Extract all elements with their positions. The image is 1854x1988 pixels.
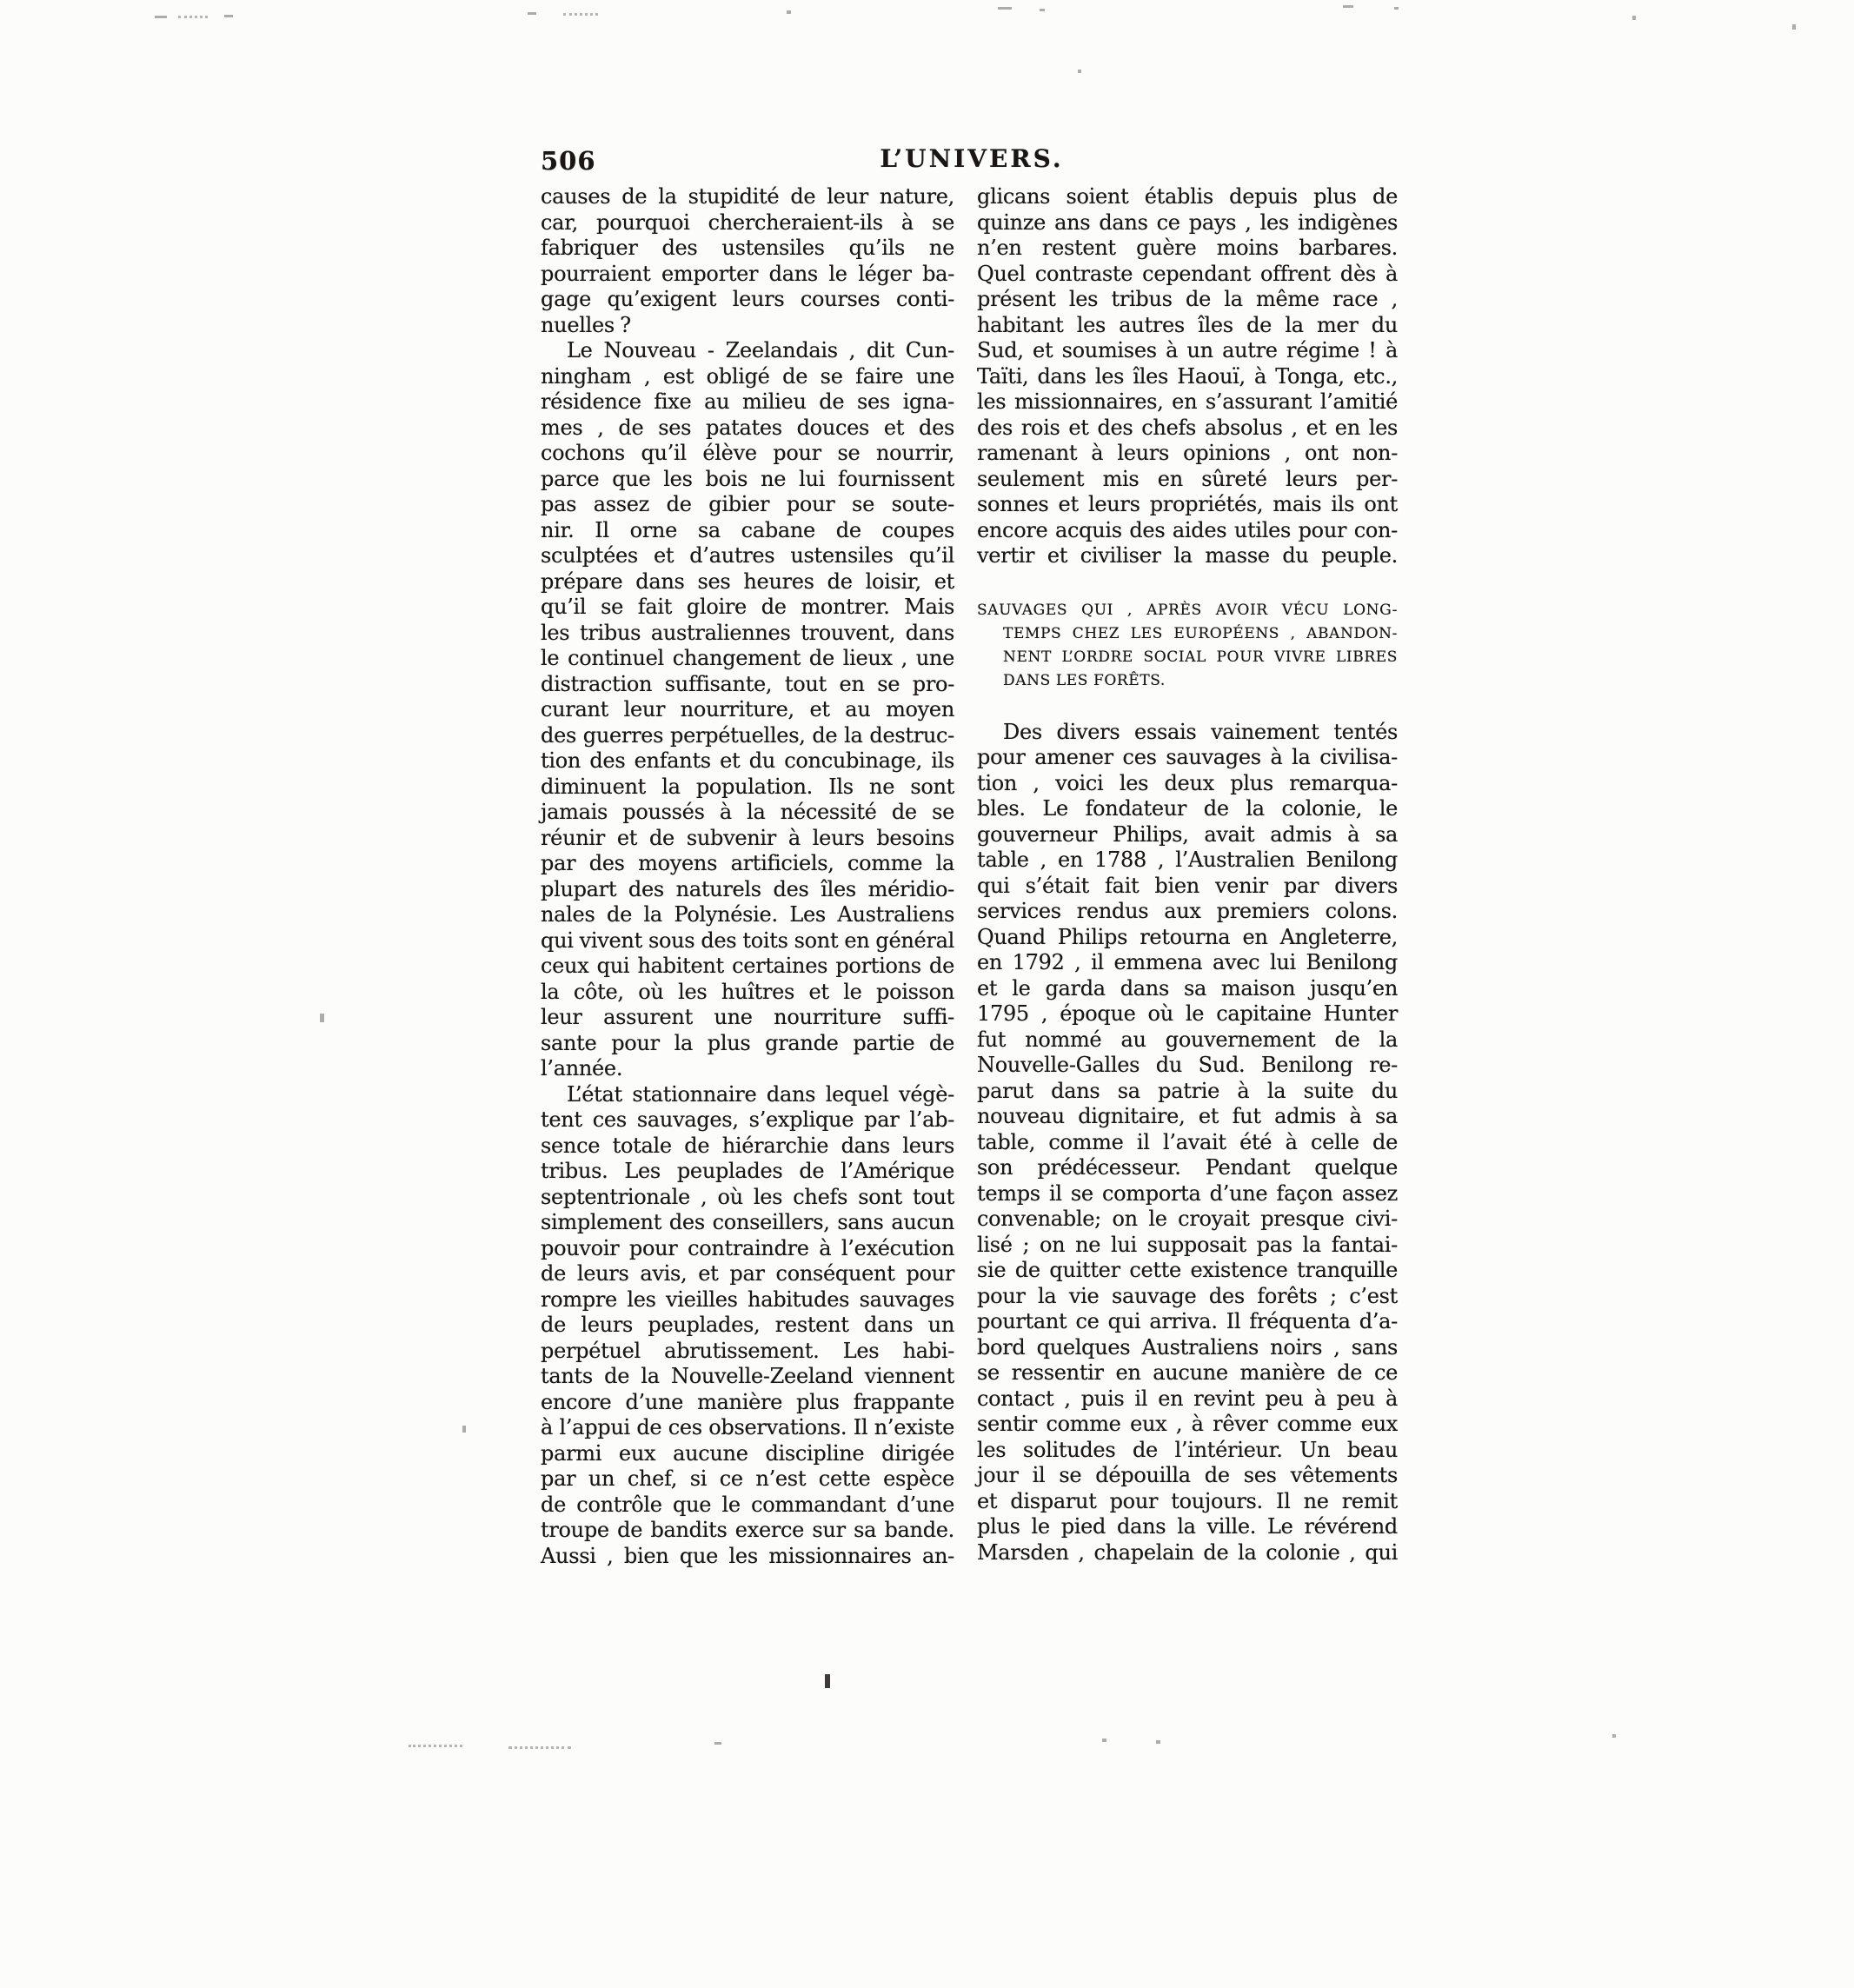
text-line: rompre les vieilles habitudes sauvages xyxy=(541,1287,954,1312)
scan-speck xyxy=(508,1745,571,1749)
text-line: les solitudes de l’intérieur. Un beau xyxy=(977,1437,1398,1462)
scan-speck xyxy=(1394,7,1399,10)
text-line: l’année. xyxy=(541,1056,623,1080)
paragraph xyxy=(977,184,1398,569)
scan-speck xyxy=(563,12,598,16)
text-line: habitant les autres îles de la mer du xyxy=(977,312,1398,337)
text-line: seulement mis en sûreté leurs per- xyxy=(977,466,1398,491)
section-heading xyxy=(977,599,1398,693)
text-line: nir. Il orne sa cabane de coupes xyxy=(541,517,954,542)
text-line: Le Nouveau - Zeelandais , dit Cun- xyxy=(567,338,954,362)
text-line: en 1792 , il emmena avec lui Benilong xyxy=(977,950,1398,974)
text-line: tion des enfants et du concubinage, ils xyxy=(541,748,954,773)
scan-speck xyxy=(224,15,233,17)
text-line: gouverneur Philips, avait admis à sa xyxy=(977,821,1398,847)
text-line: sante pour la plus grande partie de xyxy=(541,1030,954,1055)
text-line: nuelles ? xyxy=(541,312,631,337)
text-line: NENT L’ORDRE SOCIAL POUR VIVRE LIBRES xyxy=(1003,648,1398,666)
text-line: perpétuel abrutissement. Les habi- xyxy=(541,1338,954,1363)
text-line: Des divers essais vainement tentés xyxy=(1003,719,1398,744)
scan-speck xyxy=(714,1742,721,1745)
text-line: présent les tribus de la même race , xyxy=(977,287,1398,311)
text-line: septentrionale , où les chefs sont tout xyxy=(541,1184,954,1209)
text-line: son prédécesseur. Pendant quelque xyxy=(977,1155,1398,1180)
scan-speck xyxy=(1612,1734,1616,1738)
text-line: leur assurent une nourriture suffi- xyxy=(541,1005,954,1029)
text-line: sentir comme eux , à rêver comme eux xyxy=(977,1412,1398,1436)
text-line: table, comme il l’avait été à celle de xyxy=(977,1129,1398,1154)
scan-speck xyxy=(998,7,1012,10)
text-line: Quand Philips retourna en Angleterre, xyxy=(977,924,1398,949)
text-line: Marsden , chapelain de la colonie , qui xyxy=(977,1539,1398,1565)
text-line: bord quelques Australiens noirs , sans xyxy=(977,1334,1398,1360)
text-line: plupart des naturels des îles méridio- xyxy=(541,876,954,901)
text-line: jour il se dépouilla de ses vêtements xyxy=(977,1463,1398,1487)
text-line: la côte, où les huîtres et le poisson xyxy=(541,979,954,1004)
text-line: se ressentir en aucune manière de ce xyxy=(977,1360,1398,1385)
text-line: encore d’une manière plus frappante xyxy=(541,1389,954,1414)
scan-speck xyxy=(1102,1739,1106,1742)
text-line: résidence fixe au milieu de ses igna- xyxy=(541,389,954,414)
text-line: et disparut pour toujours. Il ne remit xyxy=(977,1488,1398,1513)
scan-speck xyxy=(1078,70,1081,73)
text-line: lisé ; on ne lui supposait pas la fantai- xyxy=(977,1232,1398,1257)
text-line: simplement des conseillers, sans aucun xyxy=(541,1210,954,1234)
text-line: jamais poussés à la nécessité de se xyxy=(541,800,954,824)
text-line: Nouvelle-Galles du Sud. Benilong re- xyxy=(977,1053,1398,1077)
text-line: pour la vie sauvage des forêts ; c’est xyxy=(977,1283,1398,1308)
text-line: car, pourquoi chercheraient-ils à se xyxy=(541,209,954,235)
text-line: qu’il se fait gloire de montrer. Mais xyxy=(541,595,954,619)
text-line: distraction suffisante, tout en se pro- xyxy=(541,671,954,696)
text-line: tent ces sauvages, s’explique par l’ab- xyxy=(541,1107,954,1132)
text-line: sonnes et leurs propriétés, mais ils ont xyxy=(977,492,1398,516)
scan-speck xyxy=(787,10,791,14)
text-line: ramenant à leurs opinions , ont non- xyxy=(977,441,1398,465)
text-line: pouvoir pour contraindre à l’exécution xyxy=(541,1235,954,1260)
text-line: contact , puis il en revint peu à peu à xyxy=(977,1386,1398,1411)
scan-speck xyxy=(462,1426,466,1433)
text-line: par des moyens artificiels, comme la xyxy=(541,851,954,875)
page-number: 506 xyxy=(541,146,596,176)
right-column xyxy=(977,184,1398,1566)
text-line: des rois et des chefs absolus , et en les xyxy=(977,415,1398,440)
text-line: DANS LES FORÊTS. xyxy=(1003,671,1166,689)
text-line: et le garda dans sa maison jusqu’en xyxy=(977,975,1398,1001)
text-line: de leurs avis, et par conséquent pour xyxy=(541,1261,954,1286)
text-line: par un chef, si ce n’est cette espèce xyxy=(541,1466,954,1491)
scan-speck xyxy=(409,1744,462,1747)
scan-speck xyxy=(155,16,167,18)
text-line: Aussi , bien que les missionnaires an- xyxy=(541,1543,954,1568)
text-line: qui vivent sous des toits sont en général xyxy=(541,928,954,953)
text-line: tion , voici les deux plus remarqua- xyxy=(977,770,1398,795)
text-line: cochons qu’il élève pour se nourrir, xyxy=(541,441,954,465)
text-line: services rendus aux premiers colons. xyxy=(977,899,1398,923)
text-line: parut dans sa patrie à la suite du xyxy=(977,1078,1398,1103)
text-line: SAUVAGES QUI , APRÈS AVOIR VÉCU LONG- xyxy=(977,601,1398,619)
scan-speck xyxy=(1343,5,1353,8)
text-line: prépare dans ses heures de loisir, et xyxy=(541,568,954,594)
left-column xyxy=(541,184,954,1569)
text-line: troupe de bandits exerce sur sa bande. xyxy=(541,1518,954,1542)
scan-speck xyxy=(1040,9,1045,11)
text-line: fabriquer des ustensiles qu’ils ne xyxy=(541,236,954,260)
text-line: sculptées et d’autres ustensiles qu’il xyxy=(541,543,954,568)
text-line: nouveau dignitaire, et fut admis à sa xyxy=(977,1104,1398,1128)
text-line: plus le pied dans la ville. Le révérend xyxy=(977,1514,1398,1539)
text-line: glicans soient établis depuis plus de xyxy=(977,184,1398,209)
text-line: fut nommé au gouvernement de la xyxy=(977,1027,1398,1052)
text-line: causes de la stupidité de leur nature, xyxy=(541,184,954,209)
paragraph xyxy=(541,184,954,338)
text-line: qui s’était fait bien venir par divers xyxy=(977,873,1398,898)
text-line: mes , de ses patates douces et des xyxy=(541,415,954,440)
paragraph xyxy=(541,1082,954,1570)
text-line: Sud, et soumises à un autre régime ! à xyxy=(977,338,1398,362)
text-line: les missionnaires, en s’assurant l’amitié xyxy=(977,389,1398,414)
text-line: 1795 , époque où le capitaine Hunter xyxy=(977,1001,1398,1026)
scan-speck xyxy=(1792,24,1796,30)
text-line: réunir et de subvenir à leurs besoins xyxy=(541,825,954,850)
text-line: Taïti, dans les îles Haouï, à Tonga, etc., xyxy=(977,363,1398,389)
text-line: TEMPS CHEZ LES EUROPÉENS , ABANDON- xyxy=(1003,624,1398,642)
text-line: parce que les bois ne lui fournissent xyxy=(541,466,954,491)
text-line: sie de quitter cette existence tranquille xyxy=(977,1258,1398,1282)
text-line: pour amener ces sauvages à la civilisa- xyxy=(977,745,1398,769)
scan-speck xyxy=(1156,1740,1160,1744)
text-line: les tribus australiennes trouvent, dans xyxy=(541,620,954,645)
text-line: tribus. Les peuplades de l’Amérique xyxy=(541,1159,954,1183)
paragraph xyxy=(977,720,1398,1566)
scan-speck xyxy=(320,1014,324,1022)
text-line: curant leur nourriture, et au moyen xyxy=(541,697,954,721)
scan-speck xyxy=(178,15,208,18)
text-line: ningham , est obligé de se faire une xyxy=(541,363,954,389)
text-line: convenable; on le croyait presque civi- xyxy=(977,1207,1398,1231)
text-line: diminuent la population. Ils ne sont xyxy=(541,774,954,799)
running-title: L’UNIVERS. xyxy=(880,144,1064,173)
paragraph xyxy=(541,338,954,1082)
text-line: le continuel changement de lieux , une xyxy=(541,646,954,670)
scan-speck xyxy=(1632,16,1636,20)
text-line: à l’appui de ces observations. Il n’existe xyxy=(541,1415,954,1439)
text-line: tants de la Nouvelle-Zeeland viennent xyxy=(541,1364,954,1388)
text-line: quinze ans dans ce pays , les indigènes xyxy=(977,209,1398,235)
text-line: de contrôle que le commandant d’une xyxy=(541,1492,954,1517)
scan-speck xyxy=(528,12,536,15)
text-line: gage qu’exigent leurs courses conti- xyxy=(541,287,954,311)
text-line: temps il se comporta d’une façon assez xyxy=(977,1180,1398,1206)
text-line: parmi eux aucune discipline dirigée xyxy=(541,1440,954,1466)
text-line: encore acquis des aides utiles pour con- xyxy=(977,517,1398,542)
scan-speck xyxy=(825,1674,830,1688)
text-line: nales de la Polynésie. Les Australiens xyxy=(541,902,954,927)
text-line: pourtant ce qui arriva. Il fréquenta d’a- xyxy=(977,1309,1398,1333)
text-line: L’état stationnaire dans lequel végè- xyxy=(567,1081,954,1107)
text-line: vertir et civiliser la masse du peuple. xyxy=(977,543,1398,568)
text-line: n’en restent guère moins barbares. xyxy=(977,236,1398,260)
text-line: table , en 1788 , l’Australien Benilong xyxy=(977,848,1398,872)
text-line: ceux qui habitent certaines portions de xyxy=(541,954,954,978)
text-line: pourraient emporter dans le léger ba- xyxy=(541,261,954,286)
text-line: pas assez de gibier pour se soute- xyxy=(541,492,954,516)
text-line: des guerres perpétuelles, de la destruc- xyxy=(541,722,954,748)
text-line: sence totale de hiérarchie dans leurs xyxy=(541,1133,954,1158)
text-line: de leurs peuplades, restent dans un xyxy=(541,1313,954,1337)
text-line: Quel contraste cependant offrent dès à xyxy=(977,261,1398,286)
text-line: bles. Le fondateur de la colonie, le xyxy=(977,796,1398,821)
